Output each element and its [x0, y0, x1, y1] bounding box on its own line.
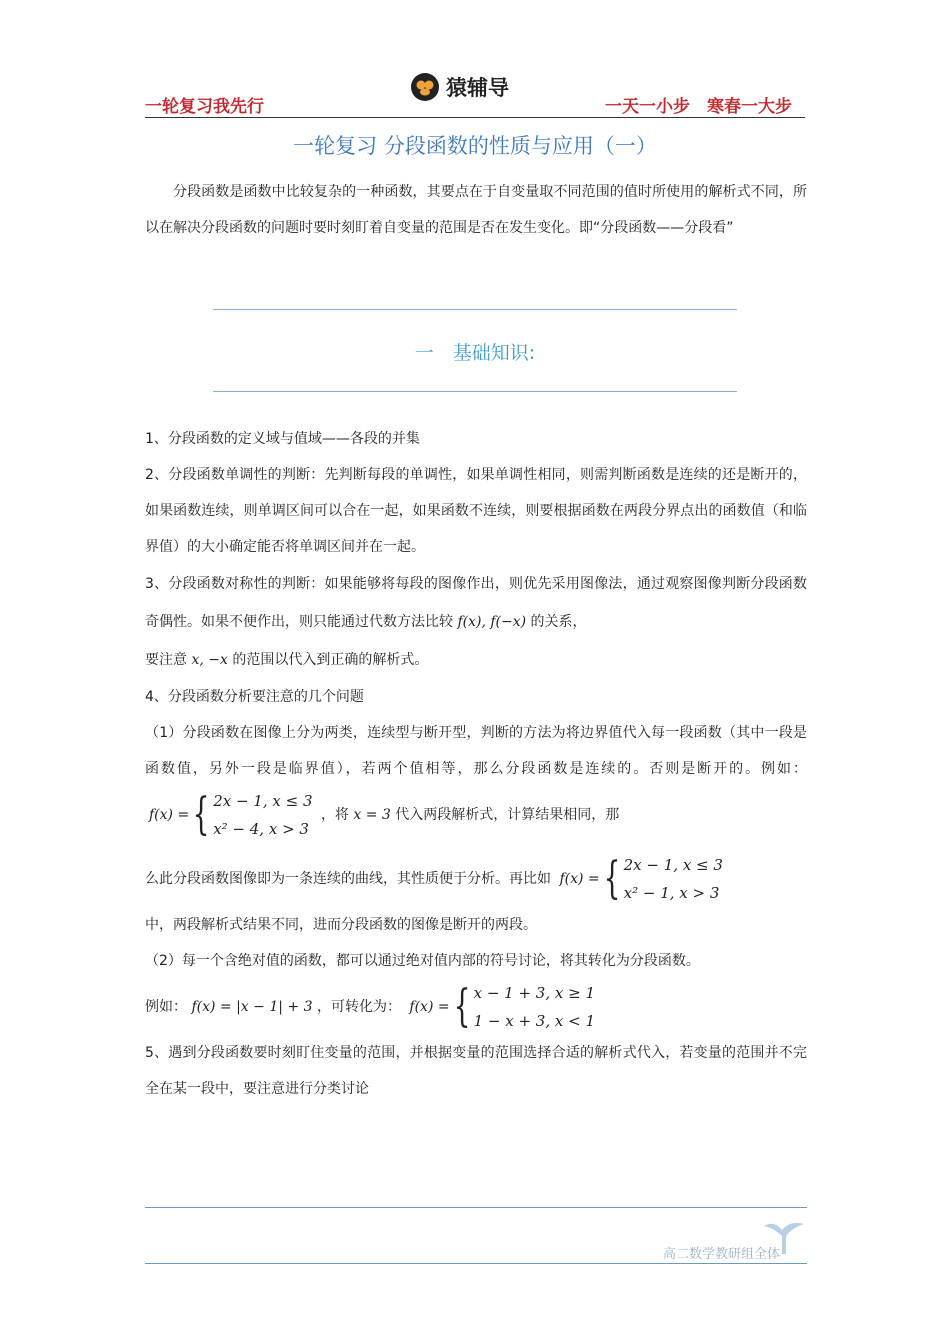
footer-divider-bottom: [145, 1263, 807, 1264]
section-divider-bottom: [213, 391, 737, 392]
case-2: 1 − x + 3, x < 1: [473, 1012, 595, 1030]
item-4-2: （2）每一个含绝对值的函数，都可以通过绝对值内部的符号讨论，将其转化为分段函数。 例如： f(x) = |x − 1| + 3 ，可转化为： f(x) = { x − 1 + 3, x ≥ 1 1 − x + 3, x < 1: [145, 943, 807, 1035]
piecewise-example-3: f(x) = { x − 1 + 3, x ≥ 1 1 − x + 3, x < 1: [409, 979, 595, 1035]
intro-paragraph: 分段函数是函数中比较复杂的一种函数，其要点在于自变量取不同范围的值时所使用的解析式不同，所以在解决分段函数的问题时要时刻盯着自变量的范围是否在发生变化。即“分段函数——分段看”: [145, 184, 807, 236]
footer-divider-top: [145, 1207, 807, 1208]
case-2: x² − 1, x > 3: [623, 884, 720, 902]
header-left-slogan: 一轮复习我先行: [145, 97, 264, 117]
header-divider: [145, 117, 805, 118]
case-2: x² − 4, x > 3: [213, 820, 309, 838]
case-1: x − 1 + 3, x ≥ 1: [473, 984, 595, 1002]
header-right-slogan: 一天一小步 寒春一大步: [605, 97, 792, 117]
item-2: 2、分段函数单调性的判断：先判断每段的单调性，如果单调性相同，则需判断函数是连续的还是断开的，如果函数连续，则单调区间可以合在一起，如果函数不连续，则要根据函数在两段分界点出的函数值（和临界值）的大小确定能否将单调区间并在一起。: [145, 467, 807, 555]
section-divider-top: [213, 309, 737, 310]
math-x-pair: x, −x: [191, 652, 228, 668]
math-abs-function: f(x) = |x − 1| + 3: [191, 999, 313, 1015]
item-4: 4、分段函数分析要注意的几个问题: [145, 689, 364, 705]
item-1: 1、分段函数的定义域与值域——各段的并集: [145, 431, 420, 447]
brand-logo: [410, 72, 509, 102]
case-1: 2x − 1, x ≤ 3: [213, 792, 313, 810]
item-4-1-cont: 么此分段函数图像即为一条连续的曲线，其性质便于分析。再比如 f(x) = { 2x − 1, x ≤ 3 x² − 1, x > 3: [145, 851, 807, 907]
math-x-eq-3: x = 3: [353, 807, 391, 823]
brand-name: 猿辅导: [446, 76, 509, 100]
section-heading: 一 基础知识:: [414, 342, 536, 364]
piecewise-example-2: f(x) = { 2x − 1, x ≤ 3 x² − 1, x > 3: [559, 851, 722, 907]
item-4-1-end: 中，两段解析式结果不同，进而分段函数的图像是断开的两段。: [145, 917, 537, 933]
piecewise-example-1: f(x) = { 2x − 1, x ≤ 3 x² − 4, x > 3: [149, 787, 312, 843]
math-fx-pair: f(x), f(−x): [457, 614, 527, 630]
footer-text: 高二数学教研组全体: [662, 1247, 780, 1262]
case-1: 2x − 1, x ≤ 3: [623, 856, 723, 874]
content-body: [145, 421, 807, 1107]
item-5: 5、遇到分段函数要时刻盯住变量的范围，并根据变量的范围选择合适的解析式代入，若变量的范围并不完全在某一段中，要注意进行分类讨论: [145, 1045, 807, 1097]
item-3: 3、分段函数对称性的判断：如果能够将每段的图像作出，则优先采用图像法，通过观察图像判断分段函数奇偶性。如果不便作出，则只能通过代数方法比较 f(x), f(−x) 的关系， 要注意 x, −x 的范围以代入到正确的解析式。: [145, 576, 807, 668]
monkey-logo-icon: [410, 72, 440, 102]
page-title: 一轮复习 分段函数的性质与应用（一）: [293, 134, 657, 158]
item-4-1: （1）分段函数在图像上分为两类，连续型与断开型，判断的方法为将边界值代入每一段函数（其中一段是函数值，另外一段是临界值），若两个值相等，那么分段函数是连续的。否则是断开的。例如： f(x) = { 2x − 1, x ≤ 3 x² − 4, x > 3 ，将 x = 3 代入两段解析式，计算结果相同，那: [145, 715, 807, 843]
